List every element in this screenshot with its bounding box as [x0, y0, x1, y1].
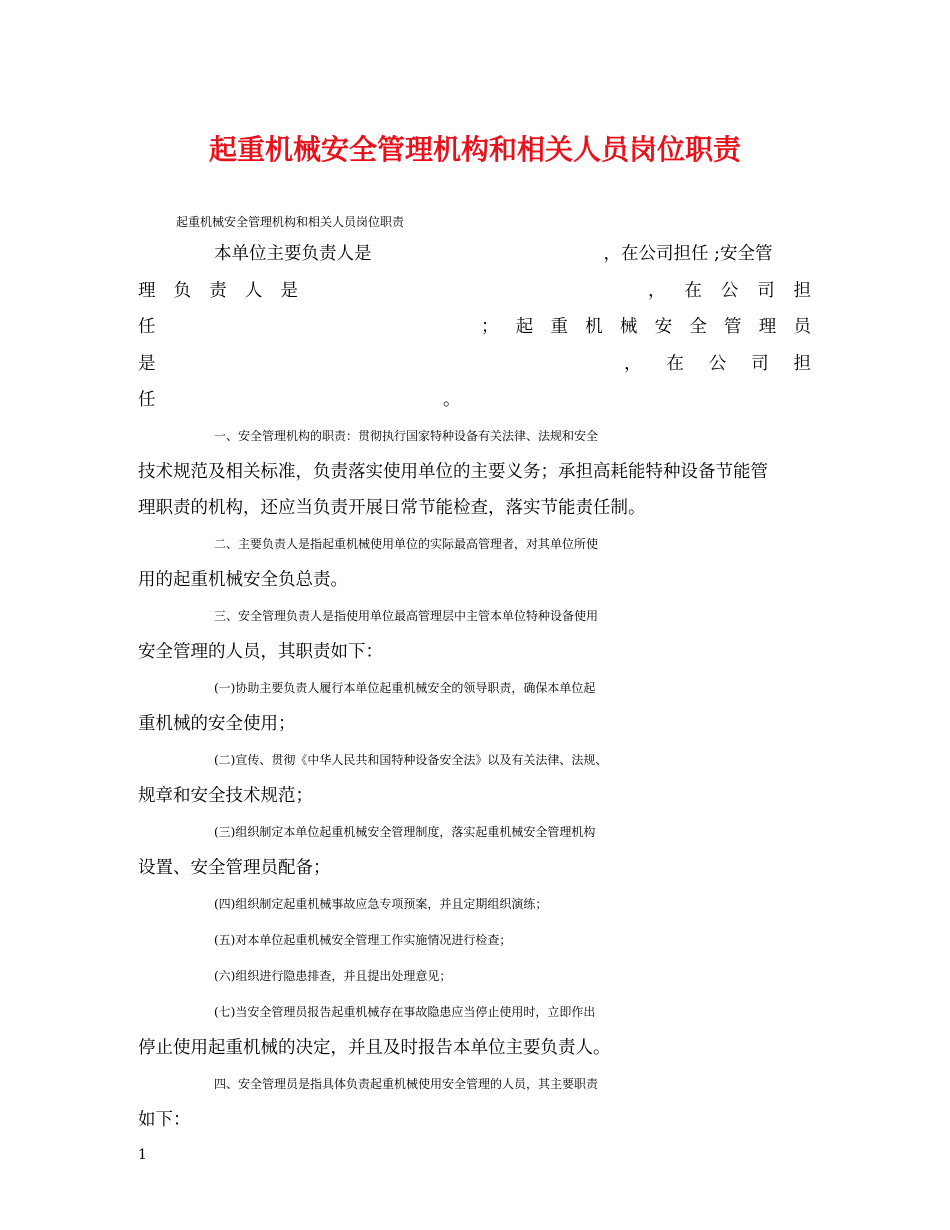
- item-2-line: (二)宣传、贯彻《中华人民共和国特种设备安全法》以及有关法律、法规、: [214, 753, 608, 767]
- intro-char: 公: [708, 354, 727, 374]
- section-4-line: 如下：: [138, 1110, 191, 1130]
- intro-char: 管: [724, 317, 742, 337]
- section-1-line: 技术规范及相关标准，负责落实使用单位的主要义务；承担高耗能特种设备节能管: [138, 462, 768, 482]
- item-2-line: 规章和安全技术规范；: [138, 786, 313, 806]
- item-3-line: (三)组织制定本单位起重机械安全管理制度，落实起重机械安全管理机构: [214, 825, 596, 839]
- intro-char: 担: [793, 281, 811, 301]
- item-1-line: (一)协助主要负责人履行本单位起重机械安全的领导职责，确保本单位起: [214, 681, 596, 695]
- intro-char: 任: [138, 317, 156, 337]
- intro-char: 责: [209, 281, 227, 301]
- item-6-line: (六)组织进行隐患排查，并且提出处理意见；: [214, 969, 452, 983]
- intro-char: 司: [757, 281, 775, 301]
- intro-char: 。: [443, 390, 461, 410]
- section-3-line: 三、安全管理负责人是指使用单位最高管理层中主管本单位特种设备使用: [214, 609, 599, 623]
- intro-char: ，: [624, 354, 642, 374]
- intro-char: 安: [654, 317, 673, 337]
- intro-char: 任: [138, 390, 156, 410]
- intro-char: 负: [173, 281, 192, 301]
- item-1-line: 重机械的安全使用；: [138, 714, 296, 734]
- intro-char: 担: [793, 354, 811, 374]
- intro-char: 员: [793, 317, 811, 337]
- document-subtitle: 起重机械安全管理机构和相关人员岗位职责: [176, 215, 405, 229]
- intro-char: 械: [619, 317, 638, 337]
- intro-char: 在: [684, 281, 702, 301]
- item-4-line: (四)组织制定起重机械事故应急专项预案，并且定期组织演练；: [214, 897, 548, 911]
- intro-line-1: [214, 242, 811, 266]
- section-4-line: 四、安全管理员是指具体负责起重机械使用安全管理的人员，其主要职责: [214, 1077, 599, 1091]
- intro-char: 在: [666, 354, 684, 374]
- intro-char: 起: [515, 317, 534, 337]
- section-3-line: 安全管理的人员，其职责如下：: [138, 642, 383, 662]
- section-1-line: 一、安全管理机构的职责：贯彻执行国家特种设备有关法律、法规和安全: [214, 429, 599, 443]
- page-title: 起重机械安全管理机构和相关人员岗位职责: [208, 133, 741, 166]
- item-7-line: 停止使用起重机械的决定，并且及时报告本单位主要负责人。: [138, 1038, 611, 1058]
- intro-char: 是: [280, 281, 298, 301]
- intro-char: 是: [138, 354, 156, 374]
- intro-text: ，在公司担任 ;安全管: [603, 244, 773, 264]
- intro-char: 人: [244, 281, 263, 301]
- intro-char: ，: [648, 281, 666, 301]
- intro-char: 理: [138, 281, 156, 301]
- item-7-line: (七)当安全管理员报告起重机械存在事故隐患应当停止使用时，立即作出: [214, 1005, 596, 1019]
- intro-char: 司: [751, 354, 769, 374]
- page-number: 1: [138, 1147, 147, 1163]
- intro-char: 全: [689, 317, 707, 337]
- section-1-line: 理职责的机构，还应当负责开展日常节能检查，落实节能责任制。: [138, 498, 646, 518]
- item-3-line: 设置、安全管理员配备；: [138, 858, 331, 878]
- intro-char: 公: [720, 281, 739, 301]
- intro-char: ；: [481, 317, 499, 337]
- intro-char: 机: [585, 317, 603, 337]
- intro-char: 理: [758, 317, 777, 337]
- section-2-line: 二、主要负责人是指起重机械使用单位的实际最高管理者，对其单位所使: [214, 537, 599, 551]
- intro-char: 重: [550, 317, 568, 337]
- intro-text: 本单位主要负责人是: [214, 244, 372, 264]
- section-2-line: 用的起重机械安全负总责。: [138, 570, 348, 590]
- item-5-line: (五)对本单位起重机械安全管理工作实施情况进行检查；: [214, 933, 512, 947]
